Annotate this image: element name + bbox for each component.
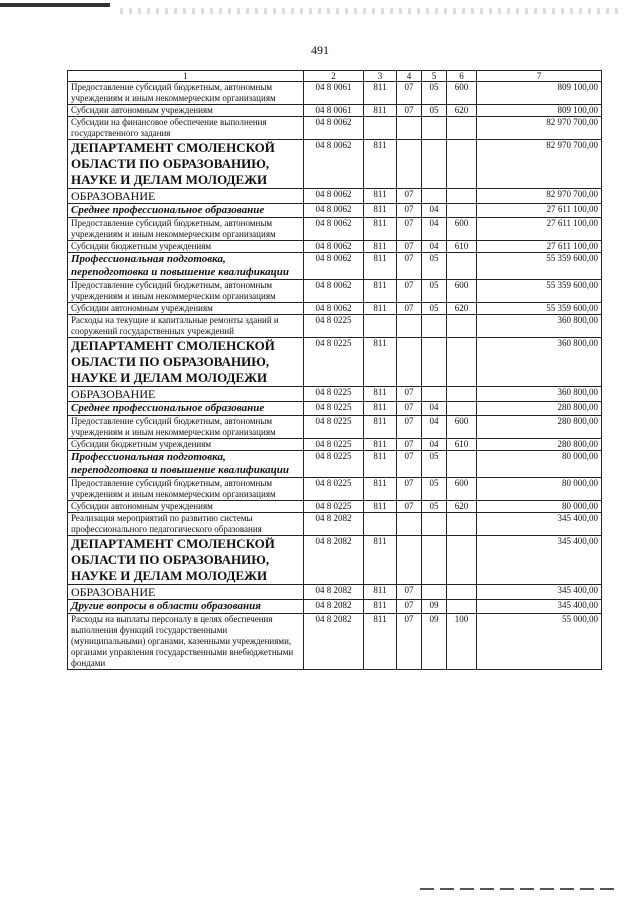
code-cell: 811 [364, 416, 397, 439]
amount-cell: 360 800,00 [477, 315, 602, 338]
code-cell: 04 8 0225 [304, 451, 364, 478]
code-cell [447, 253, 477, 280]
code-cell [364, 315, 397, 338]
code-cell [422, 387, 447, 402]
table-row [68, 402, 602, 416]
row-label: Предоставление субсидий бюджетным, автономным учреждениям и иным некоммерческим организациям [68, 218, 304, 241]
code-cell: 811 [364, 501, 397, 513]
amount-cell: 345 400,00 [477, 585, 602, 600]
table-row [68, 105, 602, 117]
header-cell: 4 [397, 71, 422, 82]
code-cell: 811 [364, 303, 397, 315]
code-cell: 05 [422, 105, 447, 117]
table-row [68, 451, 602, 478]
table-row [68, 513, 602, 536]
table-row [68, 338, 602, 387]
code-cell: 600 [447, 280, 477, 303]
table-row [68, 536, 602, 585]
code-cell: 811 [364, 600, 397, 614]
code-cell: 811 [364, 253, 397, 280]
code-cell: 04 8 0062 [304, 189, 364, 204]
amount-cell: 345 400,00 [477, 513, 602, 536]
code-cell: 811 [364, 439, 397, 451]
code-cell: 04 8 0225 [304, 387, 364, 402]
code-cell: 04 [422, 439, 447, 451]
code-cell [447, 600, 477, 614]
code-cell [447, 315, 477, 338]
code-cell: 04 8 2082 [304, 585, 364, 600]
row-label: Другие вопросы в области образования [68, 600, 304, 614]
code-cell: 811 [364, 140, 397, 189]
table-row [68, 189, 602, 204]
amount-cell: 345 400,00 [477, 600, 602, 614]
code-cell: 04 8 0225 [304, 439, 364, 451]
row-label: Субсидии бюджетным учреждениям [68, 241, 304, 253]
amount-cell: 280 800,00 [477, 439, 602, 451]
code-cell: 04 8 0062 [304, 204, 364, 218]
table-header-row [68, 71, 602, 82]
code-cell: 05 [422, 280, 447, 303]
code-cell: 04 8 0225 [304, 402, 364, 416]
code-cell [447, 513, 477, 536]
table-row [68, 117, 602, 140]
code-cell [447, 338, 477, 387]
code-cell: 07 [397, 614, 422, 670]
code-cell: 811 [364, 451, 397, 478]
scan-top-line [0, 3, 110, 7]
code-cell: 07 [397, 501, 422, 513]
row-label: Расходы на текущие и капитальные ремонты зданий и сооружений государственных учреждений [68, 315, 304, 338]
code-cell: 09 [422, 614, 447, 670]
code-cell: 04 8 0062 [304, 280, 364, 303]
code-cell: 811 [364, 82, 397, 105]
code-cell [447, 402, 477, 416]
code-cell: 610 [447, 241, 477, 253]
code-cell: 04 8 0062 [304, 140, 364, 189]
code-cell [447, 536, 477, 585]
code-cell [447, 204, 477, 218]
table-row [68, 82, 602, 105]
code-cell: 07 [397, 105, 422, 117]
code-cell: 811 [364, 280, 397, 303]
code-cell: 07 [397, 204, 422, 218]
code-cell [422, 140, 447, 189]
amount-cell: 345 400,00 [477, 536, 602, 585]
table-row [68, 585, 602, 600]
amount-cell: 27 611 100,00 [477, 241, 602, 253]
row-label: Предоставление субсидий бюджетным, автономным учреждениям и иным некоммерческим организациям [68, 478, 304, 501]
code-cell: 04 8 2082 [304, 513, 364, 536]
table-row [68, 280, 602, 303]
code-cell: 811 [364, 387, 397, 402]
code-cell: 04 [422, 416, 447, 439]
code-cell: 04 8 0062 [304, 241, 364, 253]
code-cell: 07 [397, 585, 422, 600]
amount-cell: 55 359 600,00 [477, 303, 602, 315]
code-cell [422, 117, 447, 140]
code-cell: 05 [422, 501, 447, 513]
row-label: Реализация мероприятий по развитию системы профессионального педагогического образования [68, 513, 304, 536]
amount-cell: 80 000,00 [477, 451, 602, 478]
code-cell: 07 [397, 451, 422, 478]
row-label: Профессиональная подготовка, переподготовка и повышение квалификации [68, 253, 304, 280]
table-row [68, 241, 602, 253]
code-cell: 04 8 0225 [304, 478, 364, 501]
row-label: Среднее профессиональное образование [68, 204, 304, 218]
amount-cell: 82 970 700,00 [477, 189, 602, 204]
amount-cell: 27 611 100,00 [477, 218, 602, 241]
code-cell: 07 [397, 600, 422, 614]
code-cell: 07 [397, 241, 422, 253]
code-cell: 600 [447, 478, 477, 501]
code-cell: 100 [447, 614, 477, 670]
code-cell: 07 [397, 387, 422, 402]
table-row [68, 478, 602, 501]
row-label: Субсидии на финансовое обеспечение выполнения государственного задания [68, 117, 304, 140]
scan-noise [120, 8, 620, 14]
amount-cell: 80 000,00 [477, 501, 602, 513]
code-cell [397, 117, 422, 140]
code-cell: 811 [364, 218, 397, 241]
table-row [68, 204, 602, 218]
code-cell: 04 [422, 218, 447, 241]
code-cell: 05 [422, 478, 447, 501]
header-cell: 5 [422, 71, 447, 82]
row-label: ДЕПАРТАМЕНТ СМОЛЕНСКОЙ ОБЛАСТИ ПО ОБРАЗОВАНИЮ, НАУКЕ И ДЕЛАМ МОЛОДЕЖИ [68, 338, 304, 387]
code-cell: 04 8 0062 [304, 303, 364, 315]
code-cell [447, 117, 477, 140]
code-cell: 600 [447, 82, 477, 105]
code-cell [397, 536, 422, 585]
code-cell: 04 8 0225 [304, 416, 364, 439]
code-cell [397, 513, 422, 536]
amount-cell: 27 611 100,00 [477, 204, 602, 218]
code-cell: 600 [447, 416, 477, 439]
table-row [68, 303, 602, 315]
code-cell: 04 [422, 402, 447, 416]
amount-cell: 809 100,00 [477, 105, 602, 117]
code-cell: 620 [447, 501, 477, 513]
code-cell [422, 189, 447, 204]
code-cell: 811 [364, 241, 397, 253]
code-cell: 811 [364, 189, 397, 204]
table-row [68, 315, 602, 338]
amount-cell: 360 800,00 [477, 387, 602, 402]
row-label: ОБРАЗОВАНИЕ [68, 387, 304, 402]
table-row [68, 501, 602, 513]
amount-cell: 360 800,00 [477, 338, 602, 387]
code-cell: 07 [397, 189, 422, 204]
budget-table [67, 70, 602, 670]
table-row [68, 218, 602, 241]
page-number: 491 [311, 43, 329, 57]
code-cell [397, 315, 422, 338]
code-cell: 620 [447, 303, 477, 315]
table-row [68, 614, 602, 670]
code-cell: 04 8 2082 [304, 600, 364, 614]
code-cell: 05 [422, 253, 447, 280]
code-cell: 04 8 2082 [304, 614, 364, 670]
code-cell: 07 [397, 303, 422, 315]
code-cell [422, 536, 447, 585]
code-cell [447, 387, 477, 402]
code-cell: 811 [364, 585, 397, 600]
code-cell: 811 [364, 338, 397, 387]
code-cell: 04 8 0062 [304, 117, 364, 140]
code-cell [364, 513, 397, 536]
amount-cell: 55 000,00 [477, 614, 602, 670]
code-cell: 811 [364, 204, 397, 218]
code-cell: 811 [364, 105, 397, 117]
code-cell [447, 451, 477, 478]
amount-cell: 55 359 600,00 [477, 253, 602, 280]
row-label: Субсидии бюджетным учреждениям [68, 439, 304, 451]
code-cell: 07 [397, 478, 422, 501]
header-cell: 7 [477, 71, 602, 82]
table-row [68, 416, 602, 439]
amount-cell: 280 800,00 [477, 402, 602, 416]
code-cell: 811 [364, 536, 397, 585]
row-label: ОБРАЗОВАНИЕ [68, 585, 304, 600]
amount-cell: 280 800,00 [477, 416, 602, 439]
code-cell: 620 [447, 105, 477, 117]
row-label: ДЕПАРТАМЕНТ СМОЛЕНСКОЙ ОБЛАСТИ ПО ОБРАЗОВАНИЮ, НАУКЕ И ДЕЛАМ МОЛОДЕЖИ [68, 536, 304, 585]
code-cell: 07 [397, 82, 422, 105]
code-cell: 09 [422, 600, 447, 614]
code-cell: 811 [364, 478, 397, 501]
table-row [68, 439, 602, 451]
row-label: Предоставление субсидий бюджетным, автономным учреждениям и иным некоммерческим организациям [68, 280, 304, 303]
header-cell: 2 [304, 71, 364, 82]
code-cell [447, 585, 477, 600]
row-label: Профессиональная подготовка, переподготовка и повышение квалификации [68, 451, 304, 478]
code-cell: 07 [397, 280, 422, 303]
code-cell: 05 [422, 82, 447, 105]
table-row [68, 600, 602, 614]
code-cell [447, 189, 477, 204]
amount-cell: 55 359 600,00 [477, 280, 602, 303]
code-cell: 04 [422, 241, 447, 253]
code-cell: 04 8 0225 [304, 315, 364, 338]
code-cell [422, 513, 447, 536]
table-row [68, 140, 602, 189]
row-label: Предоставление субсидий бюджетным, автономным учреждениям и иным некоммерческим организациям [68, 82, 304, 105]
code-cell [397, 140, 422, 189]
code-cell: 04 8 0062 [304, 253, 364, 280]
code-cell: 05 [422, 451, 447, 478]
code-cell: 04 8 0061 [304, 82, 364, 105]
row-label: ДЕПАРТАМЕНТ СМОЛЕНСКОЙ ОБЛАСТИ ПО ОБРАЗОВАНИЮ, НАУКЕ И ДЕЛАМ МОЛОДЕЖИ [68, 140, 304, 189]
scan-bottom-line [420, 888, 620, 890]
code-cell [422, 315, 447, 338]
code-cell [447, 140, 477, 189]
code-cell: 04 8 0225 [304, 501, 364, 513]
row-label: Субсидии автономным учреждениям [68, 105, 304, 117]
code-cell: 07 [397, 416, 422, 439]
code-cell [364, 117, 397, 140]
row-label: Среднее профессиональное образование [68, 402, 304, 416]
code-cell: 05 [422, 303, 447, 315]
row-label: Предоставление субсидий бюджетным, автономным учреждениям и иным некоммерческим организациям [68, 416, 304, 439]
code-cell: 07 [397, 439, 422, 451]
table-row [68, 387, 602, 402]
header-cell: 6 [447, 71, 477, 82]
code-cell: 07 [397, 253, 422, 280]
row-label: ОБРАЗОВАНИЕ [68, 189, 304, 204]
code-cell: 04 8 0225 [304, 338, 364, 387]
code-cell: 04 8 0062 [304, 218, 364, 241]
code-cell: 04 [422, 204, 447, 218]
code-cell: 811 [364, 402, 397, 416]
code-cell: 811 [364, 614, 397, 670]
table-row [68, 253, 602, 280]
amount-cell: 82 970 700,00 [477, 140, 602, 189]
code-cell: 04 8 2082 [304, 536, 364, 585]
row-label: Субсидии автономным учреждениям [68, 303, 304, 315]
code-cell: 04 8 0061 [304, 105, 364, 117]
header-cell: 3 [364, 71, 397, 82]
amount-cell: 80 000,00 [477, 478, 602, 501]
code-cell [422, 585, 447, 600]
code-cell [422, 338, 447, 387]
code-cell: 07 [397, 402, 422, 416]
row-label: Расходы на выплаты персоналу в целях обеспечения выполнения функций государственными (муниципальными) органами, казенными учреждениями, органами управления государственными внебюджетными фондами [68, 614, 304, 670]
code-cell: 600 [447, 218, 477, 241]
code-cell [397, 338, 422, 387]
code-cell: 610 [447, 439, 477, 451]
code-cell: 07 [397, 218, 422, 241]
amount-cell: 82 970 700,00 [477, 117, 602, 140]
header-cell: 1 [68, 71, 304, 82]
row-label: Субсидии автономным учреждениям [68, 501, 304, 513]
amount-cell: 809 100,00 [477, 82, 602, 105]
